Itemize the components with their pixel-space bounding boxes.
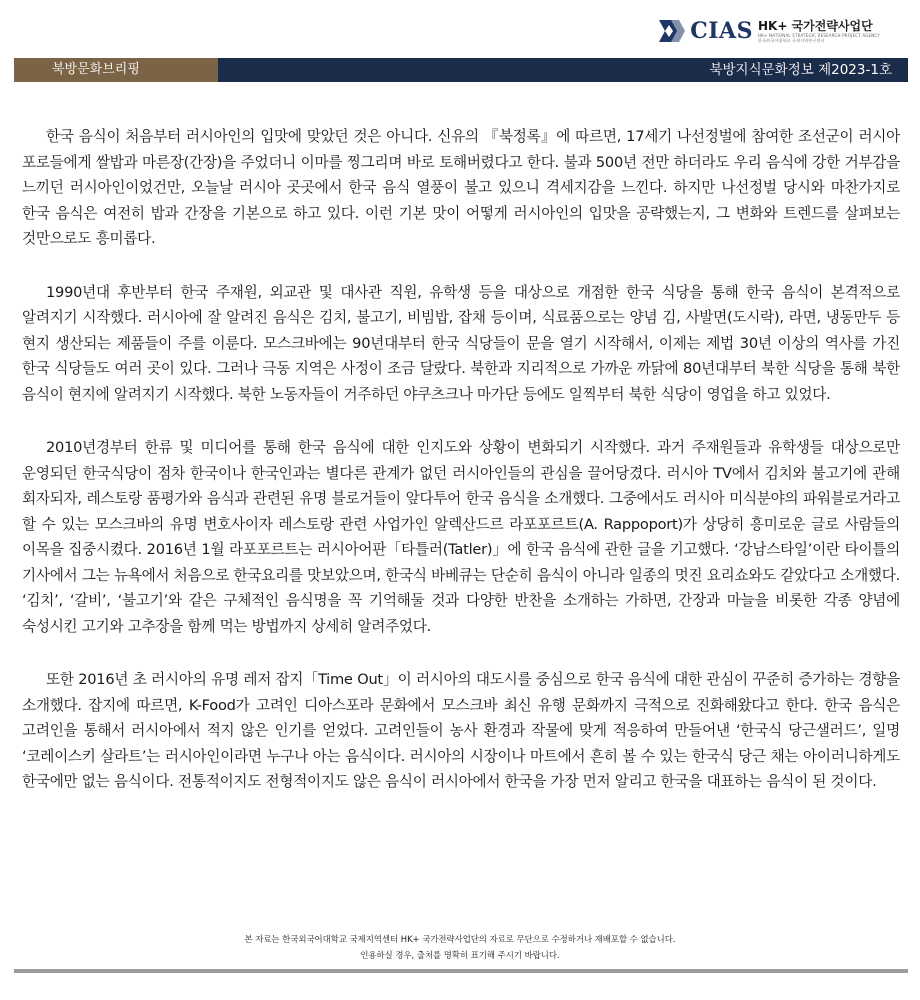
article-body [22, 124, 900, 823]
header-bar [14, 58, 908, 82]
issue-number: 북방지식문화정보 제2023-1호 [218, 58, 908, 82]
paragraph-4: 또한 2016년 초 러시아의 유명 레저 잡지「Time Out」이 러시아의 대도시를 중심으로 한국 음식에 대한 관심이 꾸준히 증가하는 경향을 소개했다. 잡지에 따르면, K-Food가 고려인 디아스포라 문화에서 모스크바 최신 유행 문화까지 극적으로 진화해왔다고 한다. 한국 음식은 고려인을 통해서 러시아에서 적지 않은 인기를 얻었다. 고려인들이 농사 환경과 작물에 맞게 적응하여 만들어낸 ‘한국식 당근샐러드’, 일명 ‘코레이스키 살라트’는 러시아인이라면 누구나 아는 음식이다. 러시아의 시장이나 마트에서 흔히 볼 수 있는 한국식 당근 채는 아이러니하게도 한국에만 없는 음식이다. 전통적이지도 전형적이지도 않은 음식이 러시아에서 한국을 가장 먼저 알리고 한국을 대표하는 음식이 된 것이다. [22, 671, 900, 790]
logo-title: HK+ 국가전략사업단 [758, 19, 873, 33]
paragraph-3: 2010년경부터 한류 및 미디어를 통해 한국 음식에 대한 인지도와 상황이 변화되기 시작했다. 과거 주재원들과 유학생들 대상으로만 운영되던 한국식당이 점차 한국이나 한국인과는 별다른 관계가 없던 러시아인들의 관심을 끌어당겼다. 러시아 TV에서 김치와 불고기에 관해 회자되자, 레스토랑 품평가와 음식과 관련된 유명 블로거들이 앞다투어 한국 음식을 소개했다. 그중에서도 러시아 미식분야의 파워블로거라고 할 수 있는 모스크바의 유명 변호사이자 레스토랑 관련 사업가인 알렉산드르 라포포르트(A. Rappoport)가 상당히 흥미로운 글로 사람들의 이목을 집중시켰다. 2016년 1월 라포포르트는 러시아어판「타틀러(Tatler)」에 한국 음식에 관한 글을 기고했다. ‘강남스타일’이란 타이틀의 기사에서 그는 뉴욕에서 처음으로 한국요리를 맛보았으며, 한국식 바베큐는 단순히 음식이 아니라 일종의 멋진 요리쇼와도 같았다고 소개했다. ‘김치’, ‘갈비’, ‘불고기’와 같은 구체적인 음식명을 꼭 기억해둘 것과 다양한 반찬을 소개하는 가하면, 간장과 마늘을 비롯한 각종 양념에 숙성시킨 고기와 고추장을 함께 먹는 방법까지 상세히 알려주었다. [22, 439, 900, 635]
paragraph-2: 1990년대 후반부터 한국 주재원, 외교관 및 대사관 직원, 유학생 등을 대상으로 개점한 한국 식당을 통해 한국 음식이 본격적으로 알려지기 시작했다. 러시아에 잘 알려진 음식은 김치, 불고기, 비빔밥, 잡채 등이며, 식료품으로는 양념 김, 사발면(도시락), 라면, 냉동만두 등 현지 생산되는 제품들이 주를 이룬다. 모스크바에는 90년대부터 한국 식당들이 문을 열기 시작해서, 이제는 제법 30년 이상의 역사를 가진 한국 식당들도 여러 곳이 있다. 그러나 극동 지역은 사정이 조금 달랐다. 북한과 지리적으로 가까운 까닭에 80년대부터 북한 식당을 통해 북한 음식이 현지에 알려지기 시작했다. 북한 노동자들이 거주하던 야쿠츠크나 마가단 등에도 일찍부터 북한 식당이 영업을 하고 있었다. [22, 283, 900, 403]
series-label: 북방문화브리핑 [14, 58, 218, 82]
organization-logo [657, 12, 880, 50]
cias-emblem-icon [657, 16, 687, 46]
logo-brand-text: CIAS [690, 18, 754, 44]
footer-divider [14, 969, 908, 973]
paragraph-1: 한국 음식이 처음부터 러시아인의 입맛에 맞았던 것은 아니다. 신유의 『북정록』에 따르면, 17세기 나선정벌에 참여한 조선군이 러시아 포로들에게 쌀밥과 마른장(간장)을 주었더니 이마를 찡그리며 바로 토해버렸다고 한다. 불과 500년 전만 하더라도 우리 음식에 강한 거부감을 느끼던 러시아인이었건만, 오늘날 러시아 곳곳에서 한국 음식 열풍이 불고 있으니 격세지감을 느낀다. 하지만 나선정벌 당시와 마찬가지로 한국 음식은 여전히 밥과 간장을 기본으로 하고 있다. 이런 기본 맛이 어떻게 러시아인의 입맛을 공략했는지, 그 변화와 트렌드를 살펴보는 것만으로도 흥미롭다. [22, 128, 900, 247]
copyright-notice: 본 자료는 한국외국어대학교 국제지역센터 HK+ 국가전략사업단의 자료로 무단으로 수정하거나 재배포할 수 없습니다. [244, 934, 676, 944]
logo-text-block [758, 19, 880, 43]
citation-notice: 인용하실 경우, 출처를 명확히 표기해 주시기 바랍니다. [360, 950, 560, 960]
logo-subtitle-korean: 한국외국어대학교 국제지역연구센터 [758, 38, 825, 43]
logo-subtitle-english: HK+ NATIONAL STRATEGIC RESEARCH PROJECT AGENCY [758, 33, 880, 38]
